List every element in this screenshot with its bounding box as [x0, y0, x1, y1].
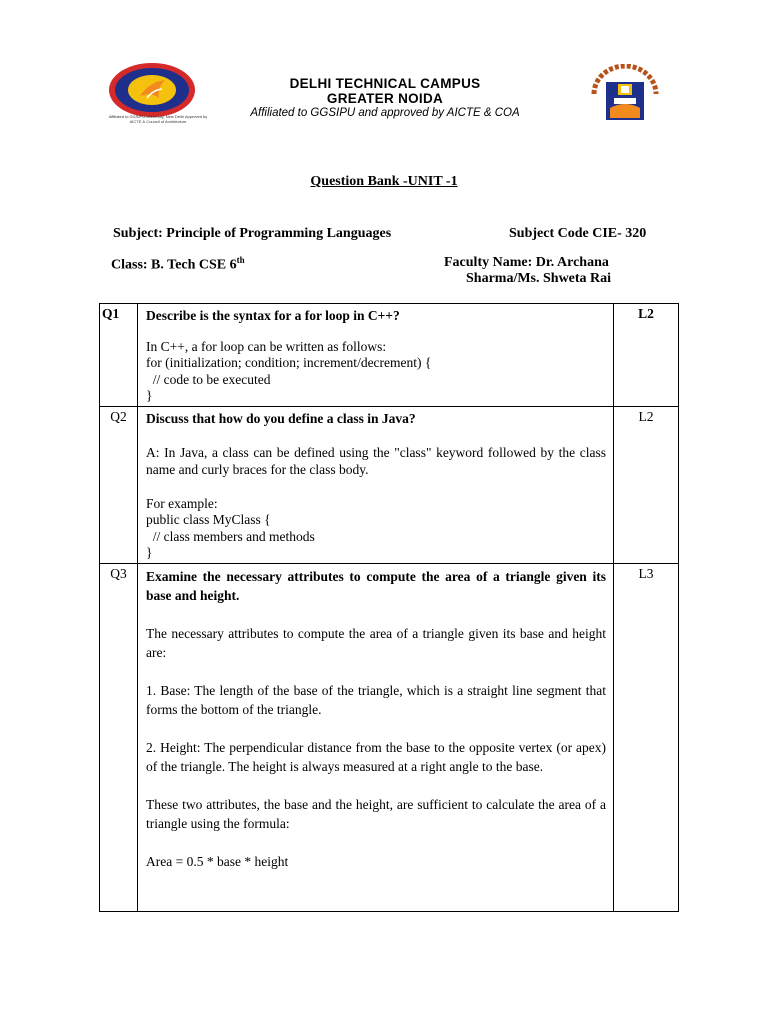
- code-line: for (initialization; condition; increment/decrement) {: [146, 355, 432, 370]
- answer-paragraph: 2. Height: The perpendicular distance from the base to the opposite vertex (or apex) of the triangle. The height is always measured at a right angle to the base.: [146, 739, 606, 774]
- ggsipu-emblem-logo: [584, 64, 666, 124]
- table-row: [100, 563, 679, 911]
- answer-text: A: In Java, a class can be defined using the "class" keyword followed by the class name and curly braces for the class body.: [146, 445, 606, 477]
- answer-intro: In C++, a for loop can be written as follows:: [146, 339, 387, 354]
- class-label: [111, 255, 245, 274]
- left-logo-caption: Affiliated to GGSIPU University, New Delhi Approved by AICTE & Council of Architecture: [108, 114, 208, 124]
- question-text: Describe is the syntax for a for loop in C++?: [146, 308, 400, 323]
- code-line: }: [146, 388, 153, 403]
- class-superscript: th: [236, 255, 245, 265]
- institution-city: GREATER NOIDA: [326, 91, 444, 106]
- question-text: Discuss that how do you define a class in Java?: [146, 411, 416, 426]
- answer-paragraph: The necessary attributes to compute the area of a triangle given its base and height are:: [146, 625, 606, 660]
- table-row: [100, 407, 679, 564]
- delhi-technical-campus-logo: [107, 62, 197, 122]
- code-line: }: [146, 545, 153, 560]
- question-number: Q2: [100, 407, 138, 564]
- answer-paragraph: 1. Base: The length of the base of the triangle, which is a straight line segment that forms the bottom of the triangle.: [146, 682, 606, 717]
- faculty-name-line1: Faculty Name: Dr. Archana: [444, 255, 609, 270]
- faculty-name-line2: Sharma/Ms. Shweta Rai: [466, 271, 612, 286]
- institution-affiliation: Affiliated to GGSIPU and approved by AICTE & COA: [250, 107, 520, 119]
- formula: Area = 0.5 * base * height: [146, 853, 289, 869]
- institution-name: DELHI TECHNICAL CAMPUS: [289, 76, 481, 91]
- example-label: For example:: [146, 496, 218, 511]
- question-cell: [138, 407, 614, 564]
- level-badge: L2: [614, 304, 679, 407]
- subject-code: Subject Code CIE- 320: [509, 226, 647, 241]
- question-table: [99, 303, 679, 912]
- question-text: Examine the necessary attributes to compute the area of a triangle given its base and height.: [146, 568, 606, 603]
- question-cell: [138, 304, 614, 407]
- code-line: // class members and methods: [146, 528, 315, 544]
- table-row: [100, 304, 679, 407]
- page-title: Question Bank -UNIT -1: [310, 174, 458, 189]
- level-badge: L3: [614, 563, 679, 911]
- code-line: public class MyClass {: [146, 512, 271, 527]
- class-text: Class: B. Tech CSE 6: [111, 257, 237, 273]
- question-number: Q1: [100, 304, 138, 407]
- question-number: Q3: [100, 563, 138, 911]
- code-line: // code to be executed: [146, 371, 271, 387]
- question-cell: [138, 563, 614, 911]
- subject-label: Subject: Principle of Programming Languages: [113, 226, 392, 241]
- answer-paragraph: These two attributes, the base and the height, are sufficient to calculate the area of a triangle using the formula:: [146, 796, 606, 831]
- level-badge: L2: [614, 407, 679, 564]
